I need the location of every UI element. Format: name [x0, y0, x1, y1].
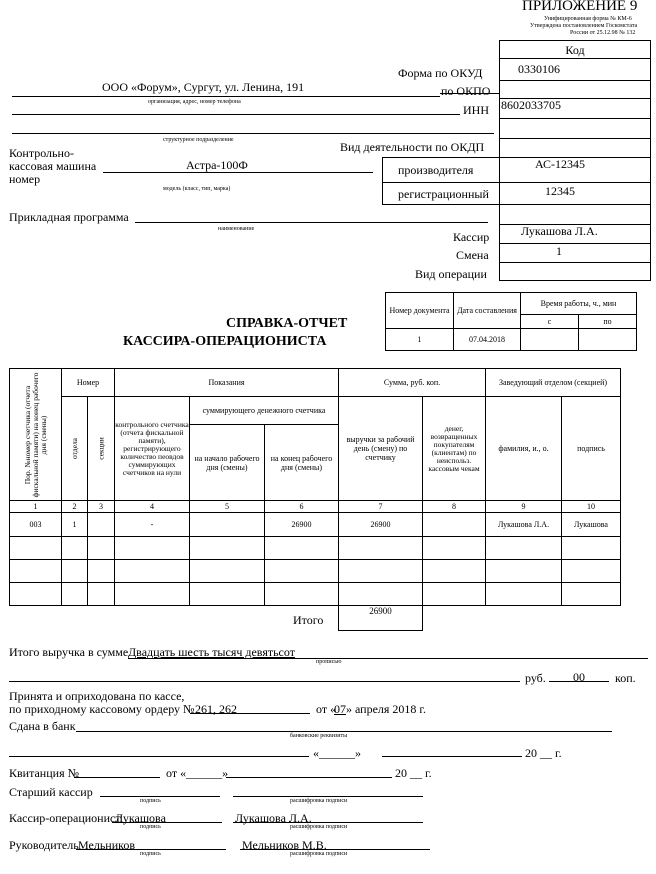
- cashier-op-sign: Лукашова: [115, 811, 166, 825]
- receipt-date: от «______»: [166, 766, 229, 780]
- program-caption: наименование: [218, 226, 255, 232]
- form-note: Унифицированная форма № КМ-6: [544, 16, 632, 22]
- end-header: на конец рабочего дня (смены): [265, 425, 339, 501]
- table-row: [10, 583, 621, 606]
- cashier-op-label: Кассир-операционист: [9, 811, 121, 825]
- shift-label: Смена: [456, 248, 489, 262]
- doc-date-header: Дата составления: [454, 293, 521, 329]
- doc-number-header: Номер документа: [386, 293, 454, 329]
- total-label: Итого: [293, 613, 324, 627]
- main-table: [9, 368, 621, 606]
- order-day: 07: [334, 702, 346, 716]
- section-header: секции: [88, 397, 115, 501]
- kop-value: 00: [573, 670, 585, 684]
- org-caption: организация, адрес, номер телефона: [148, 99, 241, 105]
- decode-caption: расшифровка подписи: [290, 798, 348, 804]
- manager-fio-header: фамилия, и., о.: [486, 397, 562, 501]
- words-caption: прописью: [316, 659, 342, 665]
- kkm-label: кассовая машина: [9, 159, 97, 173]
- start-header: на начало рабочего дня (смены): [190, 425, 265, 501]
- total-value: 26900: [369, 606, 392, 616]
- decode-caption: расшифровка подписи: [290, 851, 348, 857]
- bank-label: Сдана в банк: [9, 719, 76, 733]
- accepted-line: Принята и оприходована по кассе,: [9, 689, 185, 703]
- number-header: Номер: [62, 369, 115, 397]
- dept-caption: структурное подразделение: [163, 137, 234, 143]
- work-time-header: Время работы, ч., мин: [521, 293, 637, 315]
- table-row: [10, 537, 621, 560]
- kkm-label: номер: [9, 172, 41, 186]
- kop-label: коп.: [615, 671, 636, 685]
- kkm-caption: модель (класс, тип, марка): [163, 186, 231, 192]
- head-name: Мельников М.В.: [242, 838, 327, 852]
- readings-header: Показания: [115, 369, 339, 397]
- operation-label: Вид операции: [415, 267, 487, 281]
- time-to-header: по: [579, 315, 637, 329]
- bank-caption: банковские реквизиты: [290, 733, 348, 739]
- control-counter-header: контрольного счетчика (отчета фискальной памяти), регистрирующего количество пеовдов суммирующих счетчиков на нули: [115, 397, 190, 501]
- head-label: Руководитель: [9, 838, 79, 852]
- sign-caption: подпись: [140, 824, 161, 830]
- order-from: от «: [316, 702, 337, 716]
- inn-value: 8602033705: [501, 98, 561, 112]
- revenue-words: Двадцать шесть тысяч девятьсот: [128, 645, 295, 659]
- reg-label: регистрационный: [398, 187, 489, 201]
- dept-header: отдела: [62, 397, 88, 501]
- appendix-title: ПРИЛОЖЕНИЕ 9: [522, 0, 638, 14]
- inn-label: ИНН: [463, 103, 489, 117]
- bank-date: «______»: [313, 746, 361, 760]
- kod-label: Код: [565, 43, 585, 57]
- doc-title: СПРАВКА-ОТЧЕТ: [226, 316, 348, 331]
- revenue-label: Итого выручка в сумме: [9, 645, 129, 659]
- column-numbers-row: 1 2 3 4 5 6 7 8 9 10: [10, 501, 621, 513]
- form-note: Утверждена постановлением Госкомстата: [530, 23, 638, 29]
- time-from-header: с: [521, 315, 579, 329]
- okpo-label: по ОКПО: [441, 84, 491, 98]
- doc-title: КАССИРА-ОПЕРАЦИОНИСТА: [123, 334, 327, 349]
- order-numbers: 261, 262: [195, 702, 237, 716]
- revenue-header: выручки за рабочий день (смену) по счетчику: [339, 397, 423, 501]
- table-row: [10, 560, 621, 583]
- bank-year: 20 __ г.: [525, 746, 562, 760]
- sign-caption: подпись: [140, 851, 161, 857]
- accepted-line: по приходному кассовому ордеру №: [9, 702, 195, 716]
- reg-value: 12345: [545, 184, 575, 198]
- okdp-label: Вид деятельности по ОКДП: [340, 140, 485, 154]
- kkm-label: Контрольно-: [9, 146, 74, 160]
- form-note: России от 25.12.98 № 132: [570, 30, 636, 36]
- org-name: ООО «Форум», Сургут, ул. Ленина, 191: [102, 80, 305, 94]
- sign-caption: подпись: [140, 798, 161, 804]
- order-month-year: » апреля 2018 г.: [346, 702, 426, 716]
- producer-value: АС-12345: [534, 157, 586, 171]
- cashier-value: Лукашова Л.А.: [521, 224, 598, 238]
- cashier-op-name: Лукашова Л.А.: [235, 811, 312, 825]
- kkm-value: Астра-100Ф: [186, 158, 248, 172]
- returned-header: денег, возвращенных покупателям (клиентам) по неиспольз. кассовым чекам: [423, 397, 486, 501]
- head-sign: Мельников: [78, 838, 136, 852]
- doc-number-value: 1: [386, 329, 454, 351]
- decode-caption: расшифровка подписи: [290, 824, 348, 830]
- producer-label: производителя: [398, 163, 474, 177]
- doc-date-value: 07.04.2018: [454, 329, 521, 351]
- doc-number-table: [385, 292, 637, 351]
- senior-cashier-label: Старший кассир: [9, 785, 93, 799]
- okud-label: Форма по ОКУД: [398, 66, 483, 80]
- sum-header: Сумма, руб. коп.: [339, 369, 486, 397]
- receipt-year: 20 __ г.: [395, 766, 432, 780]
- summing-counter-header: суммирующего денежного счетчика: [190, 397, 339, 425]
- okud-value: 0330106: [518, 62, 560, 76]
- shift-value: 1: [556, 244, 562, 258]
- cashier-label: Кассир: [453, 230, 490, 244]
- rub-label: руб.: [525, 671, 546, 685]
- table-row: 003 1 - 26900 26900 Лукашова Л.А. Лукашова: [10, 513, 621, 537]
- program-label: Прикладная программа: [9, 210, 129, 224]
- manager-header: Заведующий отделом (секцией): [486, 369, 621, 397]
- counter-header: Пор. №номер счетчика (отчета фискальной памяти) на конец рабочего дня (смены): [10, 369, 62, 501]
- receipt-label: Квитанция №: [9, 766, 80, 780]
- manager-sign-header: подпись: [562, 397, 621, 501]
